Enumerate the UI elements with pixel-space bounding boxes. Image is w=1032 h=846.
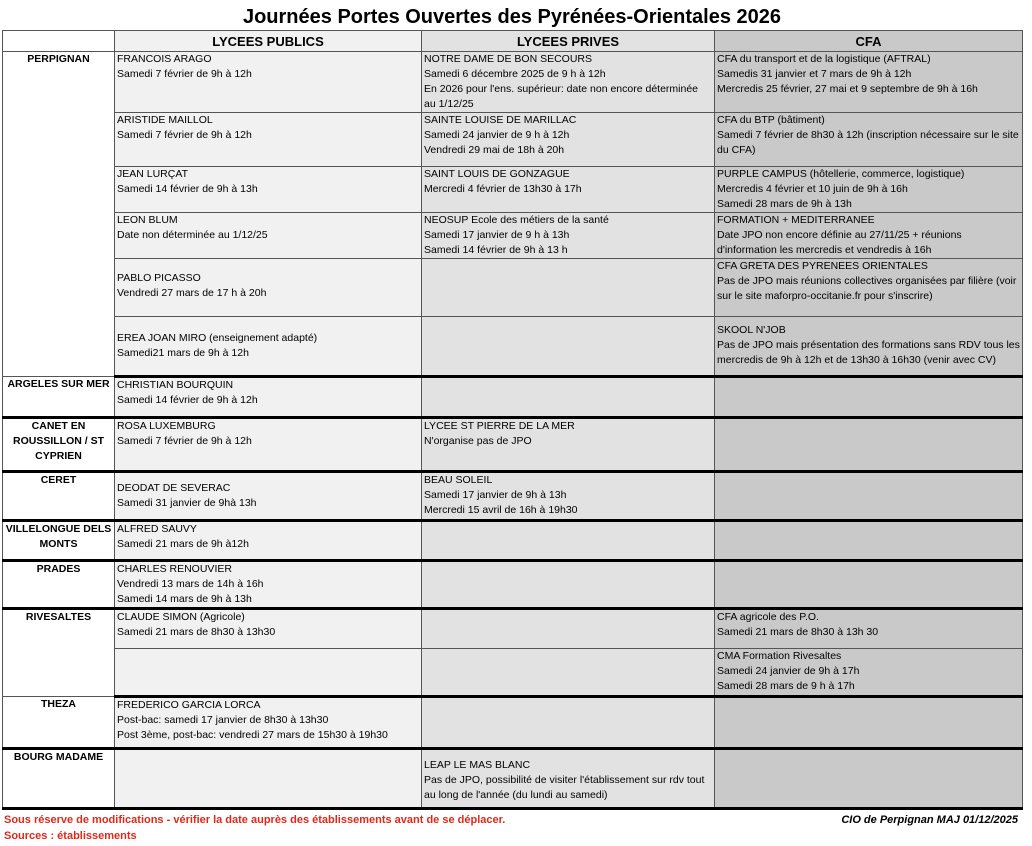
school-cell [422, 213, 715, 259]
school-date: Samedi 7 février de 9h à 12h [117, 435, 252, 447]
school-name: FORMATION + MEDITERRANEE [717, 214, 875, 226]
empty-cell [422, 377, 715, 418]
school-name: CFA GRETA DES PYRENEES ORIENTALES [717, 260, 928, 272]
school-cell [715, 167, 1023, 213]
header-cfa: CFA [715, 31, 1023, 52]
school-date: Mercredi 4 février de 13h30 à 17h [424, 183, 582, 195]
school-name: PURPLE CAMPUS (hôtellerie, commerce, logistique) [717, 168, 965, 180]
school-cell [115, 317, 422, 377]
table-row [3, 561, 1023, 609]
school-date: Samedi 7 février de 8h30 à 12h (inscription nécessaire sur le site du CFA) [717, 129, 1019, 156]
table-row [3, 113, 1023, 167]
footer-credit: CIO de Perpignan MAJ 01/12/2025 [841, 814, 1018, 826]
school-date: Samedi21 mars de 9h à 12h [117, 347, 249, 359]
table-row [3, 418, 1023, 472]
table-row [3, 167, 1023, 213]
city-perpignan: PERPIGNAN [3, 52, 115, 377]
empty-cell [115, 749, 422, 809]
school-name: BEAU SOLEIL [424, 474, 493, 486]
school-name: CFA agricole des P.O. [717, 611, 819, 623]
table-row [3, 697, 1023, 749]
empty-cell [422, 521, 715, 561]
school-date: Vendredi 27 mars de 17 h à 20h [117, 287, 267, 299]
school-name: CLAUDE SIMON (Agricole) [117, 611, 245, 623]
school-cell [115, 697, 422, 749]
school-cell [715, 52, 1023, 113]
school-cell [115, 418, 422, 472]
school-date: Samedi 17 janvier de 9 h à 13h [424, 229, 570, 241]
school-date: Samedi 24 janvier de 9 h à 12h [424, 129, 570, 141]
table-row [3, 317, 1023, 377]
school-date: Samedi 14 mars de 9h à 13h [117, 593, 252, 605]
school-cell [715, 259, 1023, 317]
school-date: Samedi 28 mars de 9 h à 17h [717, 680, 855, 692]
header-lycees-publics: LYCEES PUBLICS [115, 31, 422, 52]
header-lycees-prives: LYCEES PRIVES [422, 31, 715, 52]
school-name: CFA du BTP (bâtiment) [717, 114, 825, 126]
school-name: LEAP LE MAS BLANC [424, 759, 531, 771]
table-row [3, 749, 1023, 809]
page-title: Journées Portes Ouvertes des Pyrénées-Orientales 2026 [242, 6, 782, 28]
school-name: LEON BLUM [117, 214, 178, 226]
school-date: En 2026 pour l'ens. supérieur: date non encore déterminée au 1/12/25 [424, 83, 699, 110]
empty-cell [422, 649, 715, 697]
school-date: Samedi 7 février de 9h à 12h [117, 129, 252, 141]
footer-sources: Sources : établissements [4, 830, 137, 842]
school-name: CHARLES RENOUVIER [117, 563, 232, 575]
school-date: Samedi 6 décembre 2025 de 9 h à 12h [424, 68, 606, 80]
school-name: ALFRED SAUVY [117, 523, 197, 535]
header-row [3, 31, 1023, 52]
school-name: NOTRE DAME DE BON SECOURS [424, 53, 593, 65]
school-date: Samedi 21 mars de 8h30 à 13h 30 [717, 626, 879, 638]
footer-notes [4, 812, 505, 844]
school-date: Post-bac: samedi 17 janvier de 8h30 à 13h30 [117, 714, 329, 726]
city-villelongue: VILLELONGUE DELS MONTS [3, 521, 115, 561]
school-cell [715, 609, 1023, 649]
empty-cell [422, 561, 715, 609]
school-date: Mercredis 4 février et 10 juin de 9h à 16h [717, 183, 908, 195]
empty-cell [715, 561, 1023, 609]
table-row [3, 377, 1023, 418]
school-name: DEODAT DE SEVERAC [117, 482, 231, 494]
school-date: Samedi 28 mars de 9h à 13h [717, 198, 852, 210]
school-date: Post 3ème, post-bac: vendredi 27 mars de 15h30 à 19h30 [117, 729, 388, 741]
school-name: SAINT LOUIS DE GONZAGUE [424, 168, 570, 180]
empty-cell [115, 649, 422, 697]
school-cell [115, 377, 422, 418]
school-name: CFA du transport et de la logistique (AFTRAL) [717, 53, 931, 65]
empty-cell [422, 259, 715, 317]
school-cell [115, 521, 422, 561]
table-row [3, 259, 1023, 317]
table-row [3, 472, 1023, 521]
table-row [3, 213, 1023, 259]
school-name: SAINTE LOUISE DE MARILLAC [424, 114, 577, 126]
school-cell [715, 213, 1023, 259]
school-name: SKOOL N'JOB [717, 324, 786, 336]
school-cell [115, 561, 422, 609]
city-argeles: ARGELES SUR MER [3, 377, 115, 418]
school-name: JEAN LURÇAT [117, 168, 188, 180]
school-date: Vendredi 13 mars de 14h à 16h [117, 578, 264, 590]
school-cell [115, 472, 422, 521]
empty-cell [422, 609, 715, 649]
school-cell [715, 317, 1023, 377]
empty-cell [715, 749, 1023, 809]
school-name: ARISTIDE MAILLOL [117, 114, 213, 126]
school-date: N'organise pas de JPO [424, 435, 532, 447]
table-row [3, 609, 1023, 649]
empty-cell [715, 377, 1023, 418]
school-date: Samedi 21 mars de 8h30 à 13h30 [117, 626, 276, 638]
school-date: Samedi 7 février de 9h à 12h [117, 68, 252, 80]
empty-cell [715, 697, 1023, 749]
school-name: NEOSUP Ecole des métiers de la santé [424, 214, 609, 226]
table-row [3, 52, 1023, 113]
school-date: Samedi 31 janvier de 9hà 13h [117, 497, 257, 509]
school-cell [422, 418, 715, 472]
empty-cell [715, 521, 1023, 561]
empty-cell [715, 472, 1023, 521]
school-cell [715, 649, 1023, 697]
empty-cell [715, 418, 1023, 472]
school-date: Samedi 17 janvier de 9h à 13h [424, 489, 567, 501]
city-rivesaltes: RIVESALTES [3, 609, 115, 697]
school-cell [115, 113, 422, 167]
school-date: Date JPO non encore définie au 27/11/25 + réunions d'information les mercredis et vendredis à 16h [717, 229, 962, 256]
school-date: Samedi 14 février de 9h à 12h [117, 394, 258, 406]
city-prades: PRADES [3, 561, 115, 609]
city-ceret: CERET [3, 472, 115, 521]
corner-cell [3, 31, 115, 52]
school-date: Samedi 21 mars de 9h à12h [117, 538, 249, 550]
school-date: Vendredi 29 mai de 18h à 20h [424, 144, 565, 156]
table-row [3, 649, 1023, 697]
school-cell [422, 749, 715, 809]
school-date: Date non déterminée au 1/12/25 [117, 229, 268, 241]
school-cell [715, 113, 1023, 167]
school-name: LYCEE ST PIERRE DE LA MER [424, 420, 575, 432]
school-date: Mercredis 25 février, 27 mai et 9 septembre de 9h à 16h [717, 83, 978, 95]
school-cell [115, 213, 422, 259]
table-row [3, 521, 1023, 561]
school-date: Samedi 14 février de 9h à 13h [117, 183, 258, 195]
school-name: FRANCOIS ARAGO [117, 53, 212, 65]
school-name: EREA JOAN MIRO (enseignement adapté) [117, 332, 318, 344]
school-date: Pas de JPO, possibilité de visiter l'établissement sur rdv tout au long de l'année (du lundi au samedi) [424, 774, 705, 801]
city-theza: THEZA [3, 697, 115, 749]
school-cell [115, 52, 422, 113]
footer-warning: Sous réserve de modifications - vérifier la date auprès des établissements avant de se déplacer. [4, 814, 506, 826]
school-name: FREDERICO GARCIA LORCA [117, 699, 261, 711]
school-name: ROSA LUXEMBURG [117, 420, 216, 432]
school-cell [422, 113, 715, 167]
empty-cell [422, 697, 715, 749]
school-cell [422, 52, 715, 113]
school-cell [115, 259, 422, 317]
city-canet: CANET EN ROUSSILLON / ST CYPRIEN [3, 418, 115, 472]
school-date: Samedi 24 janvier de 9h à 17h [717, 665, 860, 677]
jpo-table [2, 30, 1023, 810]
school-date: Pas de JPO mais présentation des formations sans RDV tous les mercredis de 9h à 12h et de 13h30 à 16h30 (venir avec CV) [717, 339, 1020, 366]
school-cell [115, 609, 422, 649]
empty-cell [422, 317, 715, 377]
city-bourg-madame: BOURG MADAME [3, 749, 115, 809]
school-date: Mercredi 15 avril de 16h à 19h30 [424, 504, 578, 516]
school-name: CHRISTIAN BOURQUIN [117, 379, 234, 391]
school-date: Samedi 14 février de 9h à 13 h [424, 244, 568, 256]
school-cell [422, 167, 715, 213]
school-date: Pas de JPO mais réunions collectives organisées par filière (voir sur le site maforpro-occitanie.fr pour s'inscrire) [717, 275, 1017, 302]
school-date: Samedis 31 janvier et 7 mars de 9h à 12h [717, 68, 912, 80]
school-cell [422, 472, 715, 521]
school-name: CMA Formation Rivesaltes [717, 650, 842, 662]
school-cell [115, 167, 422, 213]
school-name: PABLO PICASSO [117, 272, 201, 284]
